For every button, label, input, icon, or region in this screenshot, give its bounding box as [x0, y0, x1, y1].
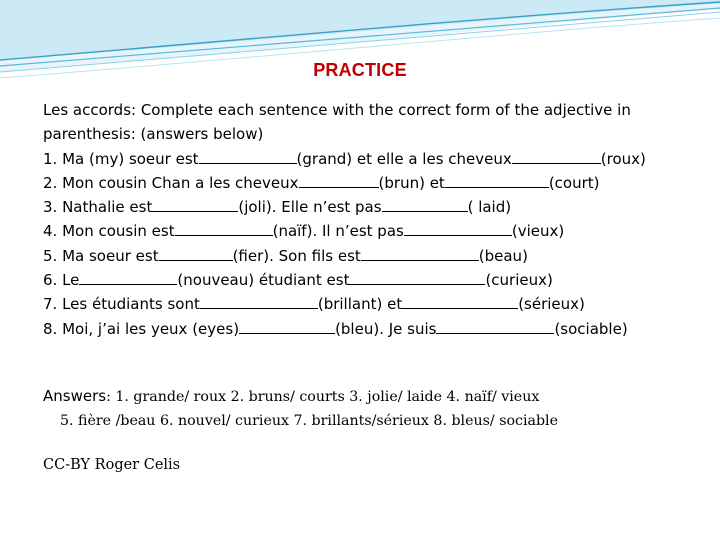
sentence-2 [43, 171, 683, 195]
answers-section [43, 384, 703, 433]
exercise-text [43, 98, 683, 341]
sentence-text: 6. Le [43, 271, 80, 290]
blank [402, 293, 518, 309]
sentence-text: (grand) et elle a les cheveux [296, 149, 512, 168]
blank [79, 269, 177, 285]
sentence-text: 3. Nathalie est [43, 198, 153, 217]
sentence-text: (sérieux) [518, 295, 585, 314]
sentence-text: (curieux) [485, 271, 553, 290]
blank [404, 220, 512, 236]
answers-line-1 [43, 389, 539, 405]
blank [175, 220, 273, 236]
blank [445, 172, 549, 188]
blank [349, 269, 485, 285]
sentence-text: 2. Mon cousin Chan a les cheveux [43, 173, 299, 192]
intro-line [43, 98, 683, 122]
intro-rest: : Complete each sentence with the correct form of the adjective in [131, 101, 631, 119]
blank [382, 196, 468, 212]
blank [361, 245, 479, 261]
sentence-text: (bleu). Je suis [335, 319, 437, 338]
sentence-text: (roux) [600, 149, 646, 168]
blank [200, 293, 318, 309]
blank [299, 172, 379, 188]
answers-line-2: 5. fière /beau 6. nouvel/ curieux 7. brillants/sérieux 8. bleus/ sociable [60, 413, 558, 429]
sentence-text: (vieux) [511, 222, 565, 241]
blank [152, 196, 238, 212]
blank [239, 318, 335, 334]
blank [512, 148, 601, 164]
answers-text-1: : 1. grande/ roux 2. bruns/ courts 3. jolie/ laide 4. naïf/ vieux [106, 389, 540, 405]
intro-line-2: parenthesis: (answers below) [43, 125, 264, 144]
sentence-text: (beau) [478, 246, 528, 265]
sentence-text: (joli). Elle n’est pas [238, 198, 382, 217]
sentence-text: ( laid) [467, 198, 512, 217]
sentence-1 [43, 147, 683, 171]
answers-label: Answers [43, 387, 107, 405]
blank [199, 148, 297, 164]
sentence-text: 4. Mon cousin est [43, 222, 175, 241]
sentence-text: (fier). Son fils est [232, 246, 361, 265]
sentence-text: (nouveau) étudiant est [177, 271, 350, 290]
sentence-text: (brillant) et [317, 295, 403, 314]
sentence-text: (naïf). Il n’est pas [272, 222, 404, 241]
credit-line: CC-BY Roger Celis [43, 457, 181, 473]
sentence-text: (court) [548, 173, 600, 192]
blank [436, 318, 554, 334]
sentence-5 [43, 244, 683, 268]
sentence-text: (brun) et [378, 173, 445, 192]
blank [159, 245, 233, 261]
slide-title: PRACTICE [313, 60, 407, 80]
sentence-3 [43, 195, 683, 219]
sentence-text: (sociable) [554, 319, 628, 338]
sentence-text: 8. Moi, j’ai les yeux (eyes) [43, 319, 240, 338]
sentence-text: 1. Ma (my) soeur est [43, 149, 199, 168]
sentence-4 [43, 219, 683, 243]
sentence-text: 5. Ma soeur est [43, 246, 159, 265]
intro-label: Les accords [43, 101, 132, 119]
sentence-8 [43, 317, 683, 341]
sentence-7 [43, 292, 683, 316]
sentence-text: 7. Les étudiants sont [43, 295, 200, 314]
sentence-6 [43, 268, 683, 292]
